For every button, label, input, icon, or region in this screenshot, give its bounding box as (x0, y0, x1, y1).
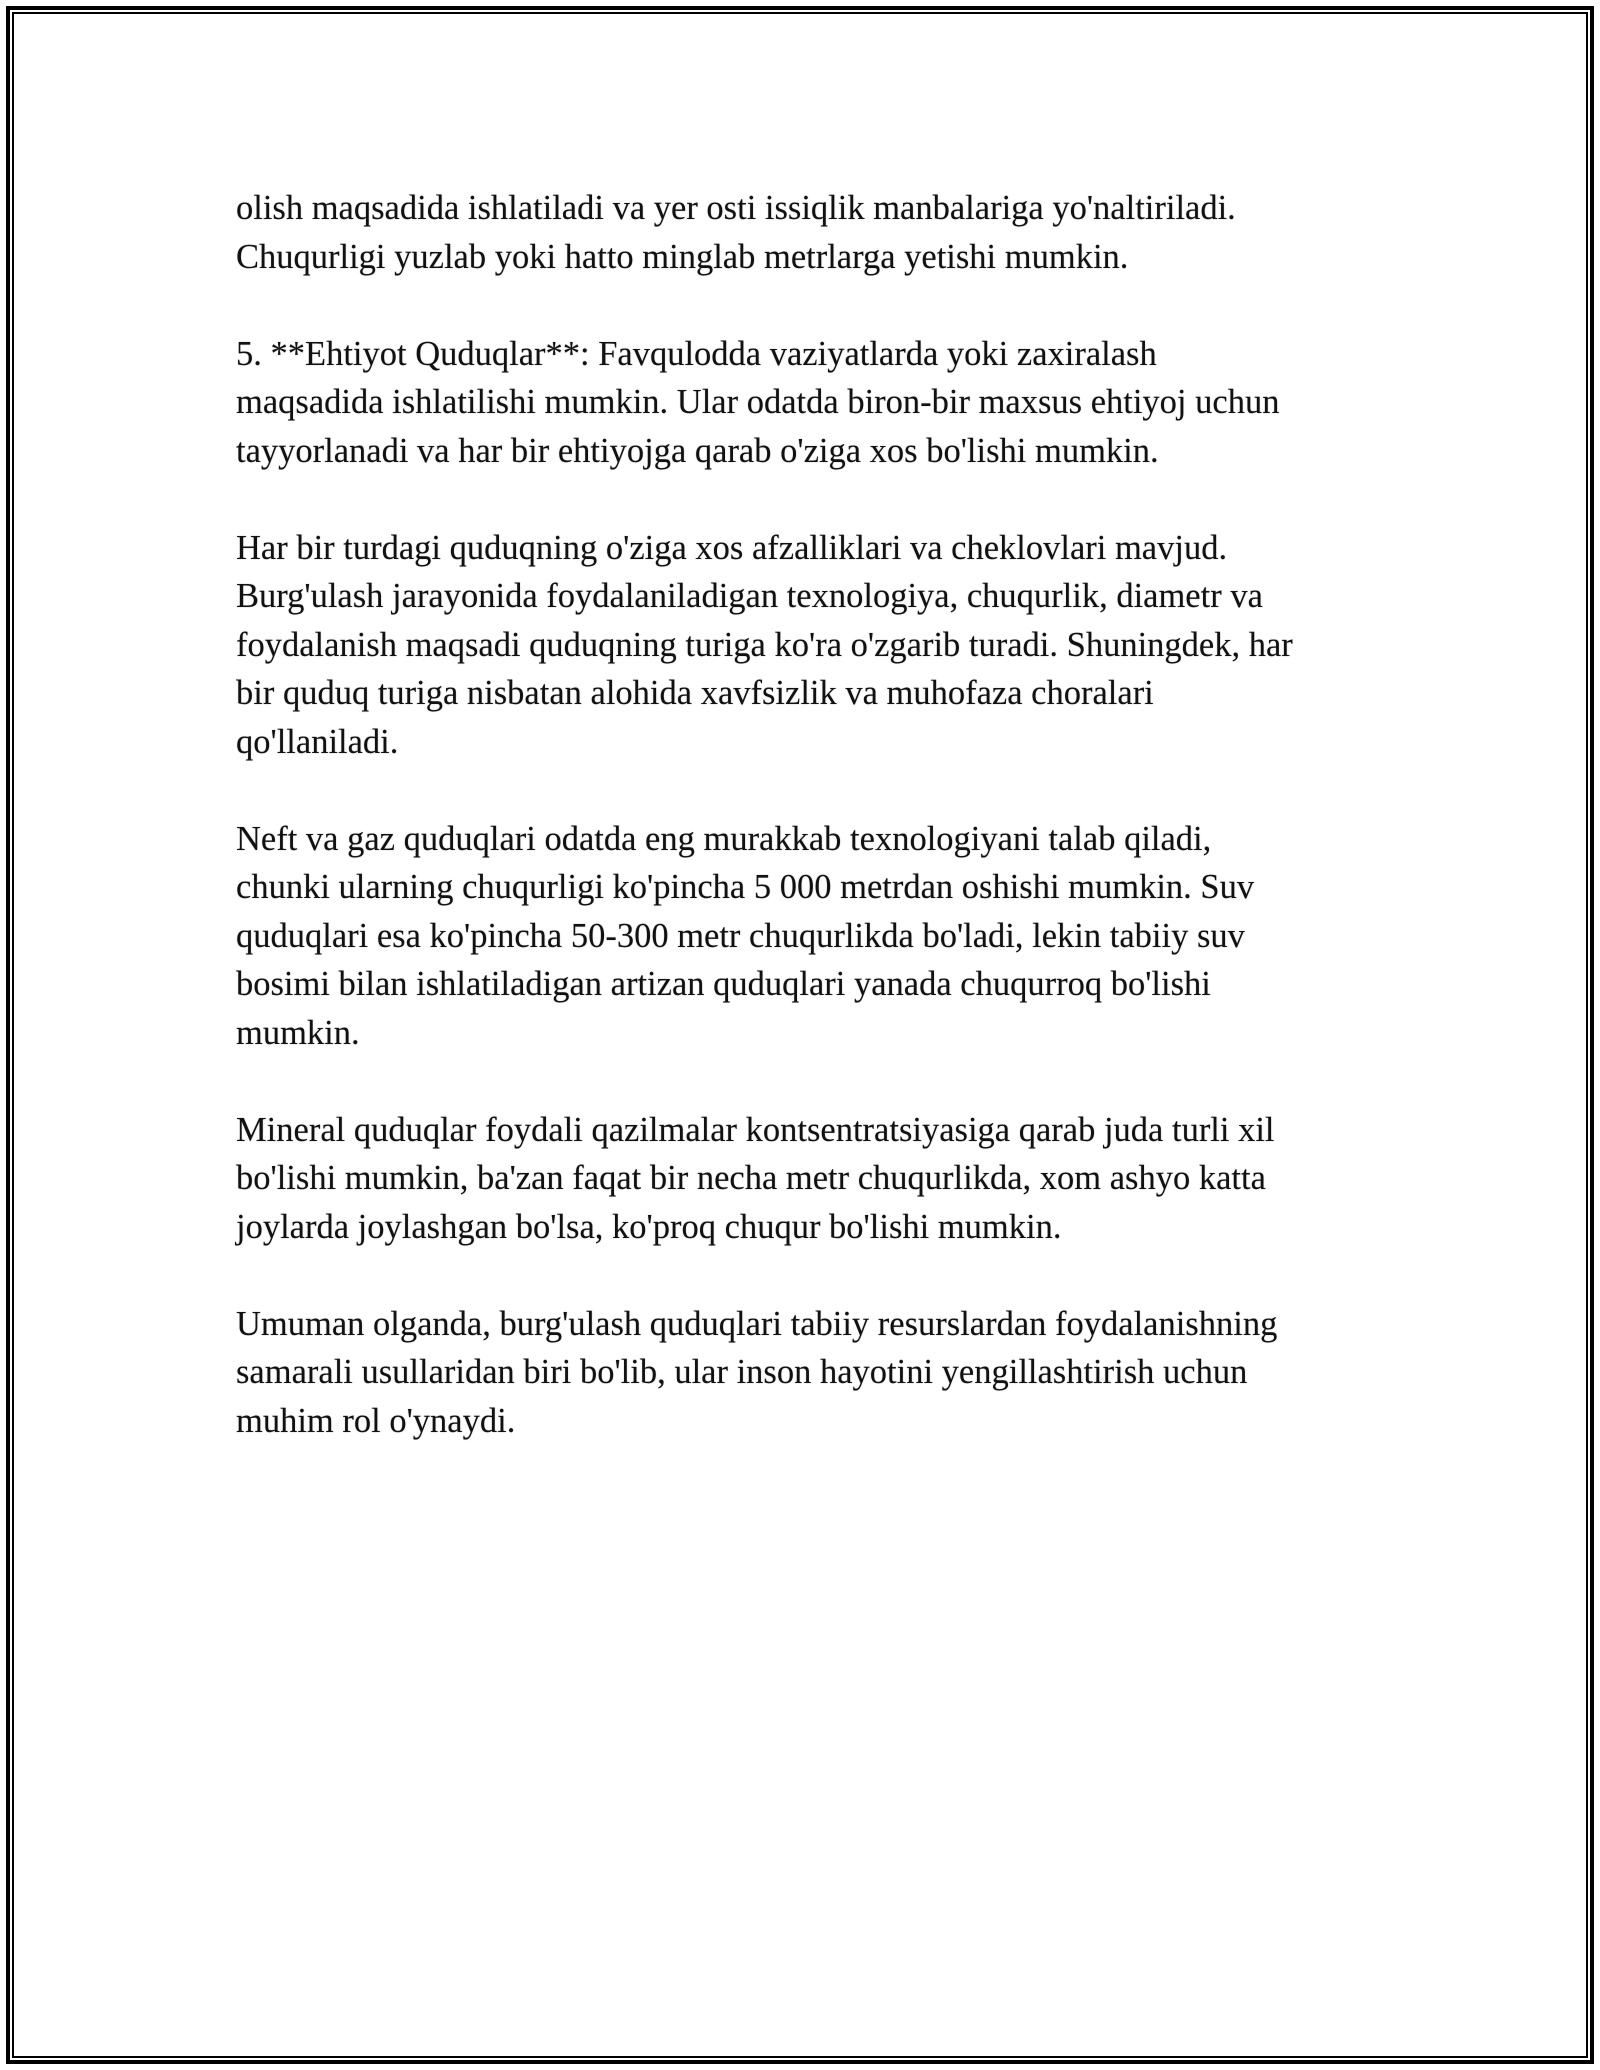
paragraph-reserve-wells: 5. **Ehtiyot Quduqlar**: Favqulodda vaziyatlarda yoki zaxiralash maqsadida ishlatilishi mumkin. Ular odatda biron-bir maxsus ehtiyoj uchun tayyorlanadi va har bir ehtiyojga qarab o'ziga xos bo'lishi mumkin. (236, 334, 1280, 470)
paragraph-geothermal-continuation: olish maqsadida ishlatiladi va yer osti issiqlik manbalariga yo'naltiriladi. Chuqurligi yuzlab yoki hatto minglab metrlarga yetishi mumkin. (236, 189, 1236, 276)
paragraph-advantages: Har bir turdagi quduqning o'ziga xos afzalliklari va cheklovlari mavjud. Burg'ulash jarayonida foydalaniladigan texnologiya, chuqurlik, diametr va foydalanish maqsadi quduqning turiga ko'ra o'zgarib turadi. Shuningdek, har bir quduq turiga nisbatan alohida xavfsizlik va muhofaza choralari qo'llaniladi. (236, 528, 1293, 761)
paragraph-oil-gas-depth: Neft va gaz quduqlari odatda eng murakkab texnologiyani talab qiladi, chunki ularning chuqurligi ko'pincha 5 000 metrdan oshishi mumkin. Suv quduqlari esa ko'pincha 50-300 metr chuqurlikda bo'ladi, lekin tabiiy suv bosimi bilan ishlatiladigan artizan quduqlari yanada chuqurroq bo'lishi mumkin. (236, 819, 1255, 1052)
paragraph-mineral-wells: Mineral quduqlar foydali qazilmalar kontsentratsiyasiga qarab juda turli xil bo'lishi mumkin, ba'zan faqat bir necha metr chuqurlikda, xom ashyo katta joylarda joylashgan bo'lsa, ko'proq chuqur bo'lishi mumkin. (236, 1110, 1275, 1246)
paragraph-conclusion: Umuman olganda, burg'ulash quduqlari tabiiy resurslardan foydalanishning samarali usullaridan biri bo'lib, ular inson hayotini yengillashtirish uchun muhim rol o'ynaydi. (236, 1304, 1278, 1440)
document-body (236, 184, 1376, 1494)
